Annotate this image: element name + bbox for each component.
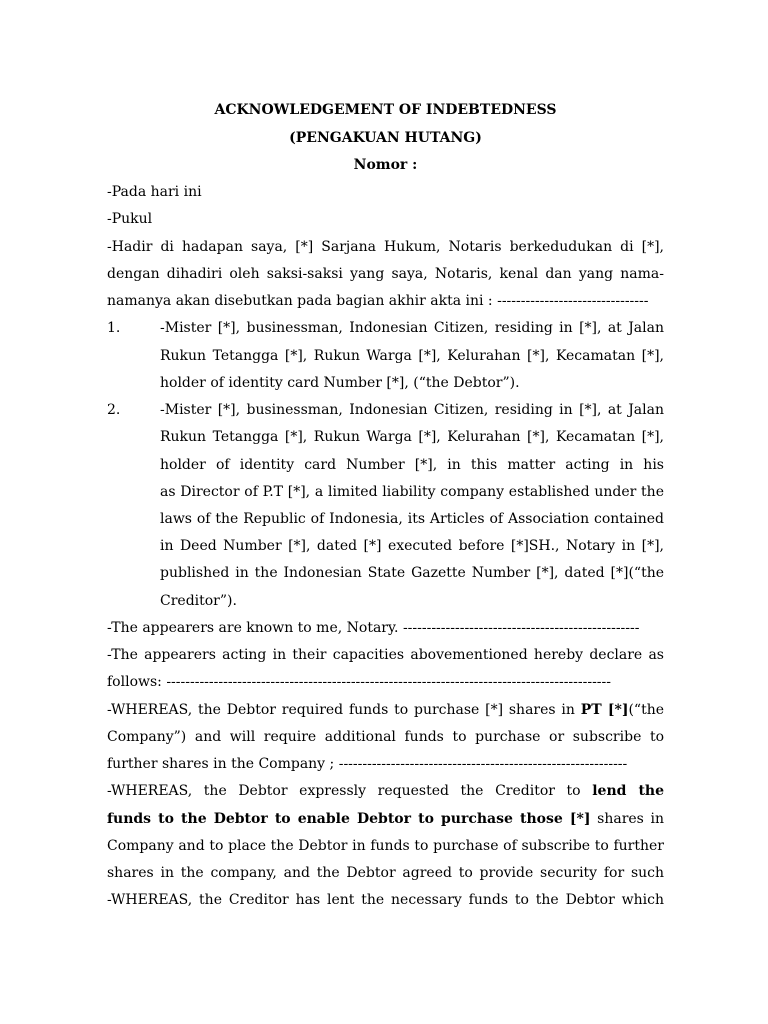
- party-2-line-7: published in the Indonesian State Gazette Number [*], dated [*](“the: [160, 565, 664, 581]
- line-hadir-1: -Hadir di hadapan saya, [*] Sarjana Hukum, Notaris berkedudukan di [*],: [107, 239, 664, 255]
- whereas-1-company-bold: PT [*]: [580, 702, 629, 718]
- whereas-2-line-3: Company and to place the Debtor in funds to purchase of subscribe to further: [107, 838, 664, 854]
- document-number: Nomor :: [353, 157, 418, 173]
- list-number-1: 1.: [107, 320, 121, 336]
- party-2-line-1: -Mister [*], businessman, Indonesian Citizen, residing in [*], at Jalan: [160, 402, 664, 418]
- line-pada-hari: -Pada hari ini: [107, 184, 202, 200]
- line-acting-2: follows: ----------------------------------------------------------------------------------------------: [107, 674, 611, 690]
- party-1-line-1: -Mister [*], businessman, Indonesian Citizen, residing in [*], at Jalan: [160, 320, 664, 336]
- line-known: -The appearers are known to me, Notary. --------------------------------------------------: [107, 620, 640, 636]
- whereas-1-line-1: [107, 700, 664, 720]
- whereas-1-line-3: further shares in the Company ; -------------------------------------------------------------: [107, 756, 628, 772]
- list-number-2: 2.: [107, 402, 121, 418]
- line-hadir-3: namanya akan disebutkan pada bagian akhir akta ini : --------------------------------: [107, 293, 649, 309]
- party-2-line-4: as Director of P.T [*], a limited liability company established under the: [160, 484, 664, 500]
- document-title: ACKNOWLEDGEMENT OF INDEBTEDNESS: [214, 102, 557, 118]
- whereas-1-text-a: -WHEREAS, the Debtor required funds to purchase [*] shares in: [107, 702, 575, 718]
- whereas-2-line-4: shares in the company, and the Debtor agreed to provide security for such: [107, 865, 664, 881]
- whereas-3-line-1: -WHEREAS, the Creditor has lent the necessary funds to the Debtor which: [107, 892, 664, 908]
- document-subtitle: (PENGAKUAN HUTANG): [289, 130, 482, 146]
- party-2-line-6: in Deed Number [*], dated [*] executed before [*]SH., Notary in [*],: [160, 538, 664, 554]
- whereas-1-line-2: Company”) and will require additional funds to purchase or subscribe to: [107, 729, 664, 745]
- party-2-line-2: Rukun Tetangga [*], Rukun Warga [*], Kelurahan [*], Kecamatan [*],: [160, 429, 664, 445]
- whereas-2-line-1: [107, 781, 664, 801]
- party-2-line-3: holder of identity card Number [*], in this matter acting in his: [160, 457, 664, 473]
- whereas-2-text-b: shares in: [597, 811, 664, 827]
- party-1-line-2: Rukun Tetangga [*], Rukun Warga [*], Kelurahan [*], Kecamatan [*],: [160, 348, 664, 364]
- whereas-2-line-2: [107, 809, 664, 829]
- whereas-2-text-a: -WHEREAS, the Debtor expressly requested the Creditor to: [107, 783, 581, 799]
- party-2-line-8: Creditor”).: [160, 593, 237, 609]
- whereas-2-bold-b: funds to the Debtor to enable Debtor to purchase those [*]: [107, 811, 591, 827]
- party-1-line-3: holder of identity card Number [*], (“the Debtor”).: [160, 375, 520, 391]
- whereas-1-text-c: (“the: [628, 702, 664, 718]
- line-acting-1: -The appearers acting in their capacities abovementioned hereby declare as: [107, 647, 664, 663]
- line-hadir-2: dengan dihadiri oleh saksi-saksi yang saya, Notaris, kenal dan yang nama-: [107, 266, 664, 282]
- party-2-line-5: laws of the Republic of Indonesia, its Articles of Association contained: [160, 511, 664, 527]
- whereas-2-bold-a: lend the: [592, 783, 664, 799]
- line-pukul: -Pukul: [107, 211, 153, 227]
